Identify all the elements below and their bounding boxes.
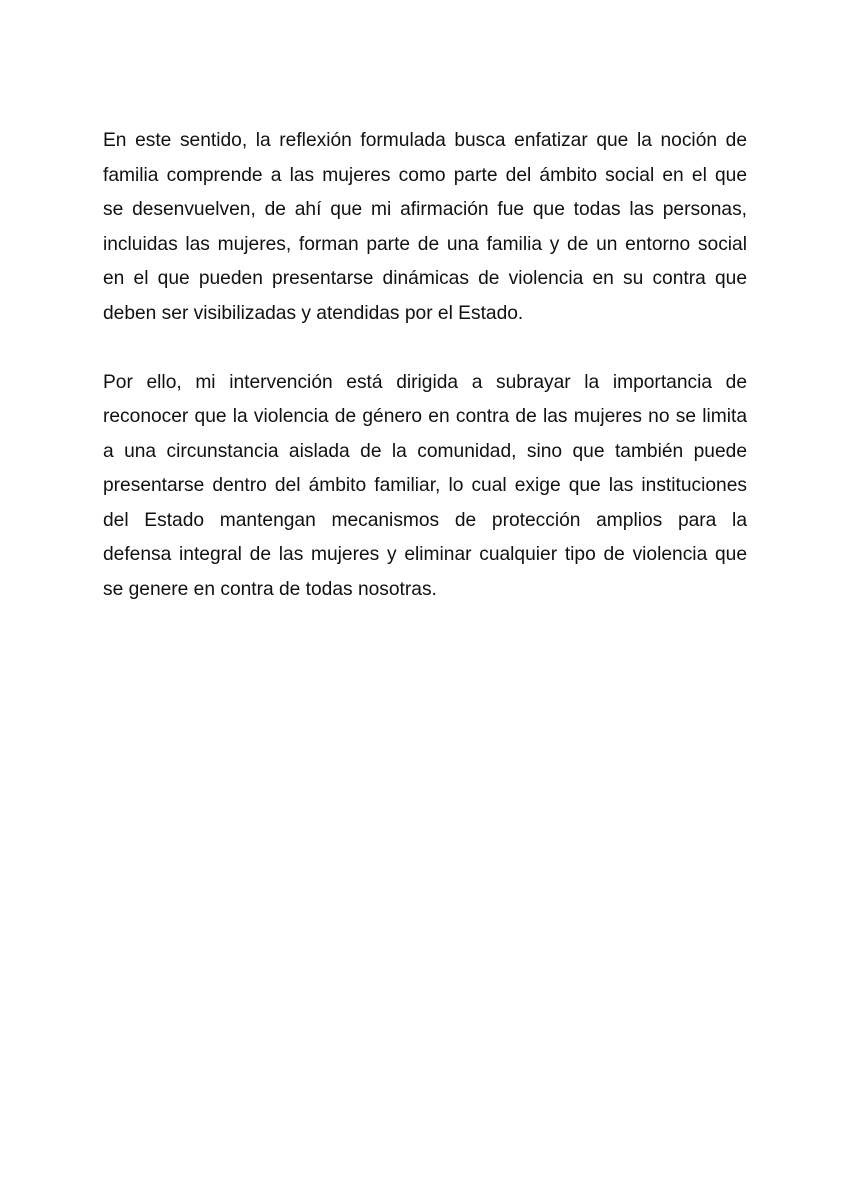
text-line: en el que pueden presentarse dinámicas de violencia en su contra que (103, 268, 747, 289)
text-line: incluidas las mujeres, forman parte de una familia y de un entorno social (103, 233, 747, 255)
text-line: deben ser visibilizadas y atendidas por el Estado. (103, 302, 524, 324)
text-line: familia comprende a las mujeres como parte del ámbito social en el que (103, 164, 747, 186)
text-line: defensa integral de las mujeres y eliminar cualquier tipo de violencia que (103, 544, 747, 565)
document-body (103, 124, 747, 607)
paragraph-2 (103, 366, 747, 608)
text-line: del Estado mantengan mecanismos de protección amplios para la (103, 509, 747, 531)
text-line: se desenvuelven, de ahí que mi afirmación fue que todas las personas, (103, 199, 747, 220)
text-line: Por ello, mi intervención está dirigida a subrayar la importancia de (103, 371, 747, 393)
paragraph-1 (103, 124, 747, 331)
text-line: se genere en contra de todas nosotras. (103, 578, 437, 600)
text-line: reconocer que la violencia de género en contra de las mujeres no se limita (103, 406, 747, 427)
text-line: presentarse dentro del ámbito familiar, lo cual exige que las instituciones (103, 475, 747, 496)
text-line: En este sentido, la reflexión formulada busca enfatizar que la noción de (103, 130, 747, 151)
text-line: a una circunstancia aislada de la comunidad, sino que también puede (103, 440, 747, 462)
